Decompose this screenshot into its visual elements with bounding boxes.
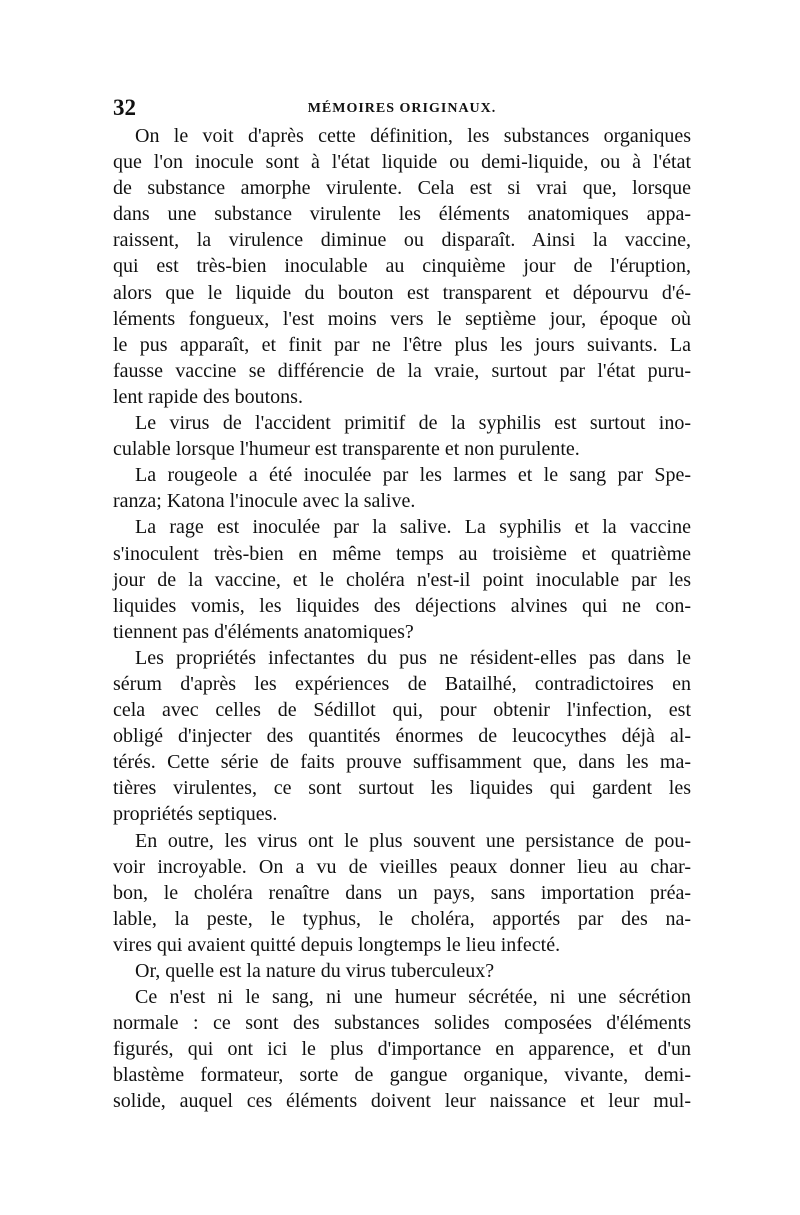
text-line: cela avec celles de Sédillot qui, pour obtenir l'infection, est [113, 699, 691, 722]
text-line: Ce n'est ni le sang, ni une humeur sécrétée, ni une sécrétion [135, 986, 691, 1009]
text-line: tiennent pas d'éléments anatomiques? [113, 620, 414, 643]
paragraph [113, 462, 691, 514]
text-line: lent rapide des boutons. [113, 385, 303, 408]
text-line: que l'on inocule sont à l'état liquide ou demi-liquide, ou à l'état [113, 151, 691, 174]
text-line: jour de la vaccine, et le choléra n'est-il point inoculable par les [113, 568, 691, 591]
text-line: Or, quelle est la nature du virus tuberculeux? [135, 960, 495, 982]
text-line: On le voit d'après cette définition, les substances organiques [135, 125, 691, 147]
text-line: térés. Cette série de faits prouve suffisamment que, dans les ma- [113, 751, 691, 774]
text-line: Les propriétés infectantes du pus ne résident-elles pas dans le [135, 646, 691, 669]
text-line: léments fongueux, l'est moins vers le septième jour, époque où [113, 307, 691, 330]
running-head [113, 95, 691, 121]
paragraph [113, 514, 691, 644]
paragraph [113, 828, 691, 958]
paragraph [113, 410, 691, 462]
book-page [113, 95, 691, 1115]
text-line: normale : ce sont des substances solides composées d'éléments [113, 1012, 691, 1035]
text-line: figurés, qui ont ici le plus d'importance en apparence, et d'un [113, 1038, 691, 1061]
text-line: qui est très-bien inoculable au cinquième jour de l'éruption, [113, 255, 691, 278]
text-line: Le virus de l'accident primitif de la syphilis est surtout ino- [135, 412, 691, 435]
paragraph [113, 645, 691, 828]
text-line: tières virulentes, ce sont surtout les liquides qui gardent les [113, 777, 691, 800]
paragraph [113, 123, 691, 410]
text-line: ranza; Katona l'inocule avec la salive. [113, 490, 416, 513]
text-line: propriétés septiques. [113, 803, 278, 826]
text-line: solide, auquel ces éléments doivent leur naissance et leur mul- [113, 1090, 691, 1113]
text-line: culable lorsque l'humeur est transparente et non purulente. [113, 438, 580, 461]
text-line: La rage est inoculée par la salive. La syphilis et la vaccine [135, 516, 691, 539]
text-line: obligé d'injecter des quantités énormes de leucocythes déjà al- [113, 725, 691, 748]
text-line: alors que le liquide du bouton est transparent et dépourvu d'é- [113, 281, 691, 304]
text-line: voir incroyable. On a vu de vieilles peaux donner lieu au char- [113, 855, 691, 878]
text-line: En outre, les virus ont le plus souvent une persistance de pou- [135, 829, 691, 852]
journal-title: MÉMOIRES ORIGINAUX. [307, 101, 497, 116]
page-number: 32 [113, 95, 136, 120]
text-line: La rougeole a été inoculée par les larmes et le sang par Spe- [135, 464, 691, 487]
paragraph [113, 984, 691, 1114]
text-line: fausse vaccine se différencie de la vraie, surtout par l'état puru- [113, 359, 691, 382]
text-line: le pus apparaît, et finit par ne l'être plus les jours suivants. La [113, 333, 691, 356]
text-line: dans une substance virulente les éléments anatomiques appa- [113, 203, 691, 226]
paragraph [113, 958, 691, 984]
text-line: vires qui avaient quitté depuis longtemps le lieu infecté. [113, 933, 561, 956]
text-line: lable, la peste, le typhus, le choléra, apportés par des na- [113, 907, 691, 930]
text-line: sérum d'après les expériences de Batailhé, contradictoires en [113, 672, 691, 695]
text-line: bon, le choléra renaître dans un pays, sans importation préa- [113, 881, 691, 904]
text-line: blastème formateur, sorte de gangue organique, vivante, demi- [113, 1064, 691, 1087]
text-line: s'inoculent très-bien en même temps au troisième et quatrième [113, 542, 691, 565]
text-line: raissent, la virulence diminue ou disparaît. Ainsi la vaccine, [113, 229, 691, 252]
text-line: liquides vomis, les liquides des déjections alvines qui ne con- [113, 594, 691, 617]
text-line: de substance amorphe virulente. Cela est si vrai que, lorsque [113, 177, 691, 200]
body-text [113, 123, 691, 1115]
